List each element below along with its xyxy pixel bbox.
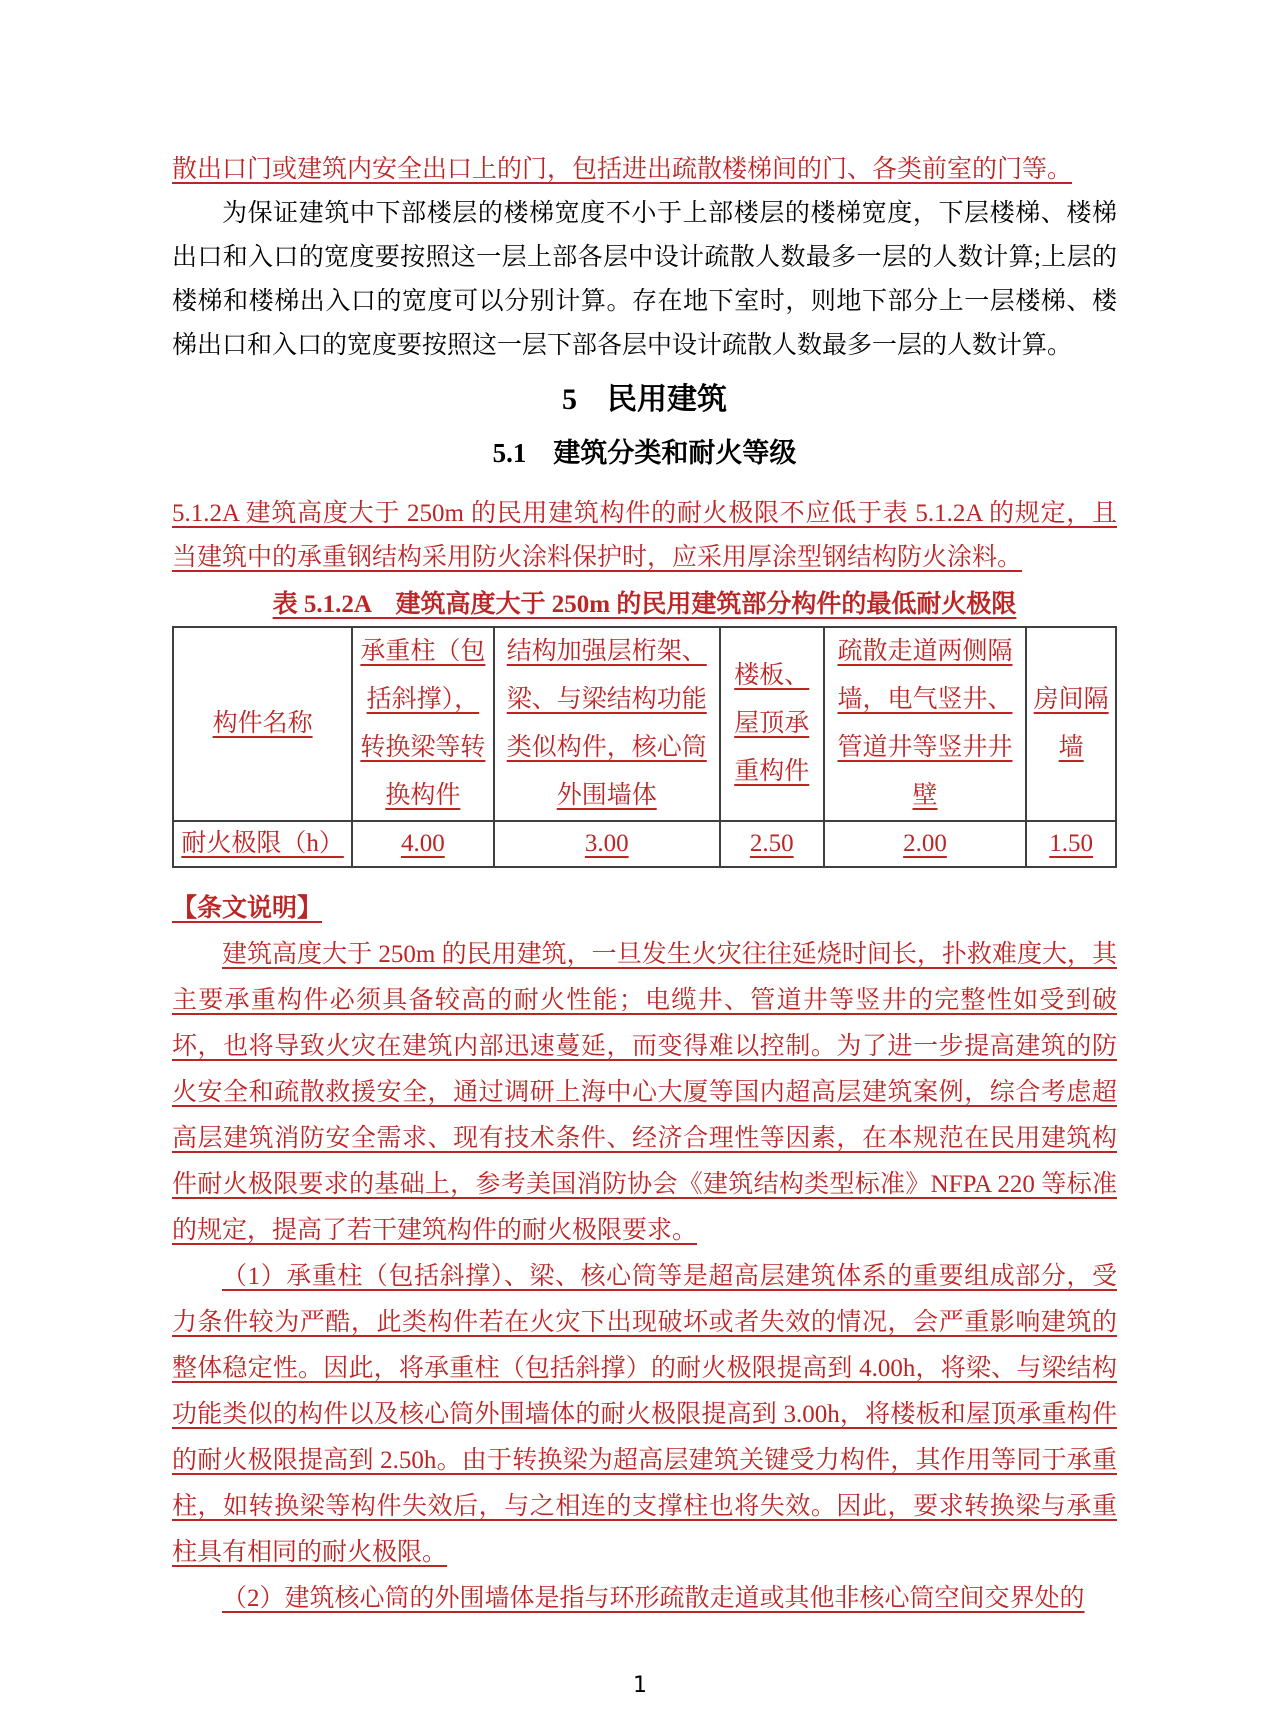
table-data-row	[173, 821, 1116, 867]
header-cell-shaft-wall: 疏散走道两侧隔墙，电气竖井、管道井等竖井井壁	[824, 627, 1027, 821]
header-cell-room-partition: 房间隔墙	[1026, 627, 1116, 821]
value-cell: 2.00	[824, 821, 1027, 867]
table-header-row	[173, 627, 1116, 821]
continuation-line: 散出口门或建筑内安全出口上的门，包括进出疏散楼梯间的门、各类前室的门等。	[172, 156, 1073, 183]
chapter-heading: 5 民用建筑	[562, 383, 727, 416]
header-cell-bearing-column: 承重柱（包括斜撑），转换梁等转换构件	[352, 627, 493, 821]
section-heading: 5.1 建筑分类和耐火等级	[492, 438, 797, 468]
header-cell-component-name: 构件名称	[173, 627, 352, 821]
commentary-paragraph-3: （2）建筑核心筒的外围墙体是指与环形疏散走道或其他非核心筒空间交界处的	[222, 1585, 1085, 1612]
value-cell: 2.50	[720, 821, 824, 867]
page-content	[172, 148, 1117, 1622]
fire-resistance-table	[172, 626, 1117, 868]
header-cell-floor-roof: 楼板、屋顶承重构件	[720, 627, 824, 821]
commentary-label: 【条文说明】	[172, 895, 323, 922]
clause-5-1-2a: 5.1.2A 建筑高度大于 250m 的民用建筑构件的耐火极限不应低于表 5.1.2A 的规定，且当建筑中的承重钢结构采用防火涂料保护时，应采用厚涂型钢结构防火涂料。	[172, 500, 1117, 571]
header-cell-truss-beam: 结构加强层桁架、梁、与梁结构功能类似构件，核心筒外围墙体	[494, 627, 720, 821]
value-cell: 4.00	[352, 821, 493, 867]
stairs-width-paragraph: 为保证建筑中下部楼层的楼梯宽度不小于上部楼层的楼梯宽度，下层楼梯、楼梯出口和入口的宽度要按照这一层上部各层中设计疏散人数最多一层的人数计算;上层的楼梯和楼梯出入口的宽度可以分别计算。存在地下室时，则地下部分上一层楼梯、楼梯出口和入口的宽度要按照这一层下部各层中设计疏散人数最多一层的人数计算。	[172, 200, 1117, 359]
commentary-paragraph-1: 建筑高度大于 250m 的民用建筑，一旦发生火灾往往延烧时间长，扑救难度大，其主要承重构件必须具备较高的耐火性能；电缆井、管道井等竖井的完整性如受到破坏，也将导致火灾在建筑内部迅速蔓延，而变得难以控制。为了进一步提高建筑的防火安全和疏散救援安全，通过调研上海中心大厦等国内超高层建筑案例，综合考虑超高层建筑消防安全需求、现有技术条件、经济合理性等因素，在本规范在民用建筑构件耐火极限要求的基础上，参考美国消防协会《建筑结构类型标准》NFPA 220 等标准的规定，提高了若干建筑构件的耐火极限要求。	[172, 941, 1117, 1244]
table-caption: 表 5.1.2A 建筑高度大于 250m 的民用建筑部分构件的最低耐火极限	[272, 591, 1017, 618]
row-label-fire-limit: 耐火极限（h）	[173, 821, 352, 867]
value-cell: 1.50	[1026, 821, 1116, 867]
page-number: 1	[633, 1673, 647, 1698]
value-cell: 3.00	[494, 821, 720, 867]
commentary-paragraph-2: （1）承重柱（包括斜撑）、梁、核心筒等是超高层建筑体系的重要组成部分，受力条件较为严酷，此类构件若在火灾下出现破坏或者失效的情况，会严重影响建筑的整体稳定性。因此，将承重柱（包括斜撑）的耐火极限提高到 4.00h，将梁、与梁结构功能类似的构件以及核心筒外围墙体的耐火极限提高到 3.00h，将楼板和屋顶承重构件的耐火极限提高到 2.50h。由于转换梁为超高层建筑关键受力构件，其作用等同于承重柱，如转换梁等构件失效后，与之相连的支撑柱也将失效。因此，要求转换梁与承重柱具有相同的耐火极限。	[172, 1263, 1117, 1566]
